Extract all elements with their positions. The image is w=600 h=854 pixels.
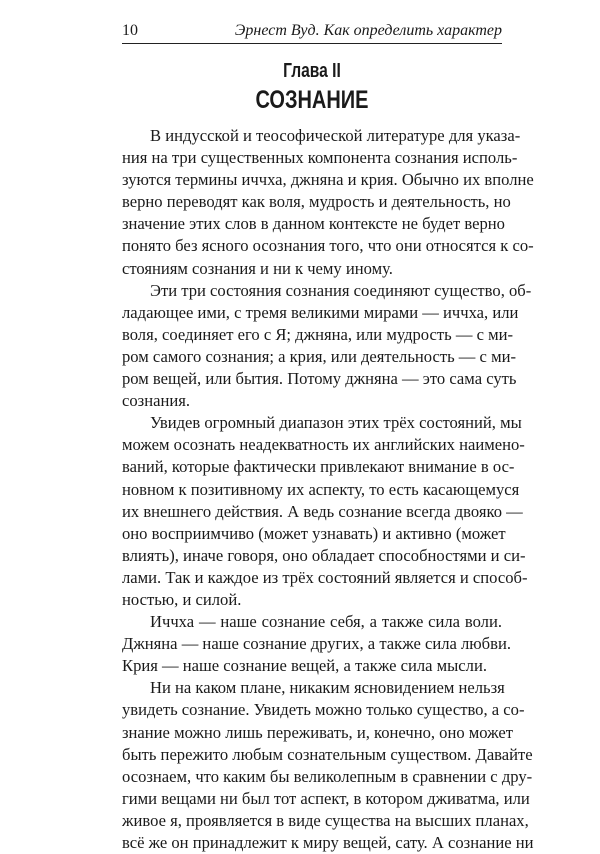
body-text: [122, 125, 534, 854]
text-line: ностью, и силой.: [122, 589, 242, 609]
text-line: быть пережито любым сознательным существом. Давайте: [122, 744, 533, 764]
text-line: Джняна — наше сознание других, а также сила любви.: [122, 634, 511, 654]
running-title: Эрнест Вуд. Как определить характер: [234, 22, 502, 39]
text-line: увидеть сознание. Увидеть можно только существо, а со-: [122, 700, 525, 720]
text-line: ния на три существенных компонента сознания исполь-: [122, 148, 518, 168]
text-line: понято без ясного осознания того, что они относятся к со-: [122, 236, 534, 256]
text-line: знание можно лишь переживать, и, конечно, оно может: [122, 722, 514, 742]
text-line: ваний, которые фактически привлекают внимание в ос-: [122, 457, 515, 477]
paragraph: [122, 280, 532, 413]
text-line: можем осознать неадекватность их английских наимено-: [122, 435, 525, 455]
text-line: осознаем, что каким бы великолепным в сравнении с дру-: [122, 766, 533, 786]
text-line: значение этих слов в данном контексте не будет верно: [122, 214, 505, 234]
paragraph: [122, 125, 534, 280]
chapter-number: Глава II: [283, 60, 341, 82]
text-line: лами. Так и каждое из трёх состояний является и способ-: [122, 567, 528, 587]
text-line: всё же он принадлежит к миру вещей, сату. А сознание ни: [122, 833, 534, 852]
text-line: воля, соединяет его с Я; джняна, или мудрость — с ми-: [122, 324, 514, 344]
page-number: 10: [122, 22, 138, 39]
text-line: ром вещей, или бытия. Потому джняна — это сама суть: [122, 369, 517, 389]
text-line: ром самого сознания; а крия, или деятельность — с ми-: [122, 346, 516, 366]
text-line: Крия — наше сознание вещей, а также сила мысли.: [122, 656, 487, 676]
text-line: ладающее ими, с тремя великими мирами — иччха, или: [122, 302, 519, 322]
running-head: [122, 20, 502, 42]
text-line: их внешнего действия. А ведь сознание всегда двояко —: [122, 501, 523, 521]
text-line: новном к позитивному их аспекту, то есть касающемуся: [122, 479, 520, 499]
text-line: Увидев огромный диапазон этих трёх состояний, мы: [150, 413, 522, 433]
text-line: сознания.: [122, 391, 191, 411]
text-line: живое я, проявляется в виде существа на высших планах,: [122, 810, 529, 830]
paragraph: [122, 412, 528, 611]
text-line: оно восприимчиво (может узнавать) и активно (может: [122, 523, 506, 543]
text-line: В индусской и теософической литературе для указа-: [150, 126, 521, 145]
text-line: Ни на каком плане, никаким ясновидением нельзя: [150, 678, 505, 698]
text-line: Иччха — наше сознание себя, а также сила воли.: [150, 612, 502, 632]
text-line: стояниям сознания и ни к чему иному.: [122, 258, 393, 278]
text-line: влиять), иначе говоря, оно обладает способностями и си-: [122, 545, 526, 565]
text-line: Эти три состояния сознания соединяют существо, об-: [150, 280, 532, 300]
paragraph: [122, 677, 534, 854]
paragraph: [122, 611, 511, 677]
text-line: зуются термины иччха, джняна и крия. Обычно их вполне: [122, 170, 534, 190]
text-line: верно переводят как воля, мудрость и деятельность, но: [122, 192, 511, 212]
text-line: гими вещами ни был тот аспект, в котором дживатма, или: [122, 788, 530, 808]
header-rule: [122, 43, 502, 44]
chapter-title: СОЗНАНИЕ: [255, 86, 369, 114]
